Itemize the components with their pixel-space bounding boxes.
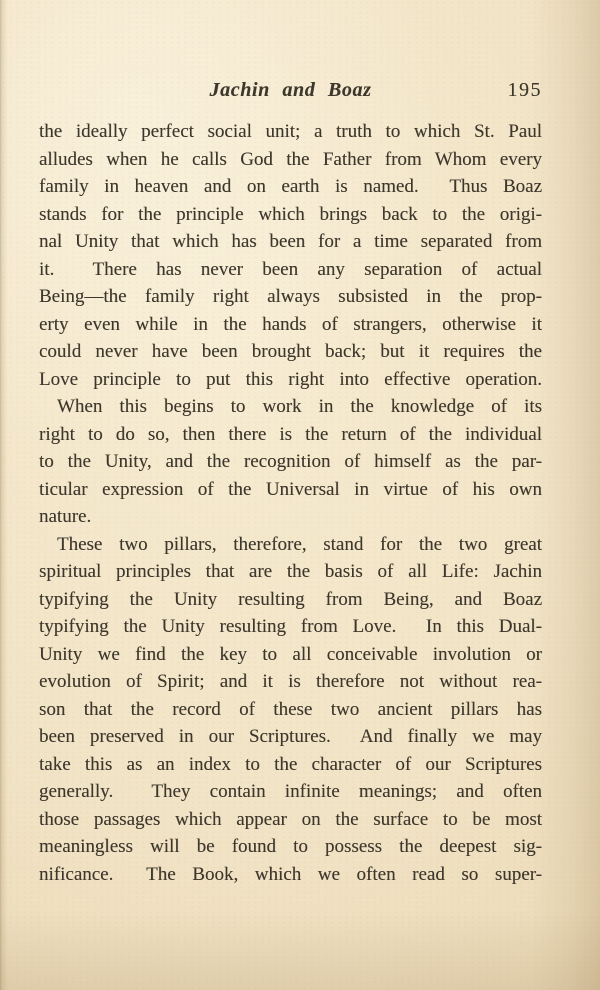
text-line: family in heaven and on earth is named. Thus Boaz	[39, 176, 542, 197]
text-line: evolution of Spirit; and it is therefore not without rea-	[39, 671, 542, 692]
text-line: When this begins to work in the knowledge of its	[57, 396, 542, 417]
text-line: the ideally perfect social unit; a truth to which St. Paul	[39, 121, 542, 142]
text-line: stands for the principle which brings back to the origi-	[39, 203, 542, 225]
text-line: erty even while in the hands of strangers, otherwise it	[39, 313, 542, 335]
text-line: nal Unity that which has been for a time separated from	[39, 231, 542, 252]
text-line: it. There has never been any separation of actual	[39, 258, 542, 280]
text-line: These two pillars, therefore, stand for the two great	[57, 533, 542, 555]
text-line: typifying the Unity resulting from Love. In this Dual-	[39, 616, 542, 637]
text-line: meaningless will be found to possess the deepest sig-	[39, 836, 542, 857]
text-line: typifying the Unity resulting from Being, and Boaz	[39, 588, 542, 610]
text-line: alludes when he calls God the Father from Whom every	[39, 148, 542, 170]
page-number: 195	[507, 79, 542, 101]
page-header	[39, 76, 542, 104]
text-line: to the Unity, and the recognition of himself as the par-	[39, 451, 542, 472]
text-line: nificance. The Book, which we often read so super-	[39, 863, 542, 885]
paragraph	[39, 118, 542, 393]
text-line: Unity we find the key to all conceivable involution or	[39, 643, 542, 665]
text-line: son that the record of these two ancient pillars has	[39, 698, 542, 720]
page-body	[39, 118, 542, 888]
text-line: those passages which appear on the surface to be most	[39, 808, 542, 830]
text-line: spiritual principles that are the basis of all Life: Jachin	[39, 561, 542, 582]
text-line: Being—the family right always subsisted in the prop-	[39, 286, 542, 307]
text-line: take this as an index to the character of our Scriptures	[39, 753, 542, 775]
text-line: been preserved in our Scriptures. And finally we may	[39, 726, 542, 747]
running-title: Jachin and Boaz	[209, 79, 372, 101]
text-line: nature.	[39, 506, 92, 527]
text-line: could never have been brought back; but it requires the	[39, 341, 542, 362]
text-line: Love principle to put this right into effective operation.	[39, 368, 542, 390]
paragraph	[39, 531, 542, 889]
text-line: right to do so, then there is the return of the individual	[39, 423, 542, 445]
text-line: generally. They contain infinite meanings; and often	[39, 781, 542, 802]
text-line: ticular expression of the Universal in virtue of his own	[39, 478, 542, 500]
paragraph	[39, 393, 542, 531]
